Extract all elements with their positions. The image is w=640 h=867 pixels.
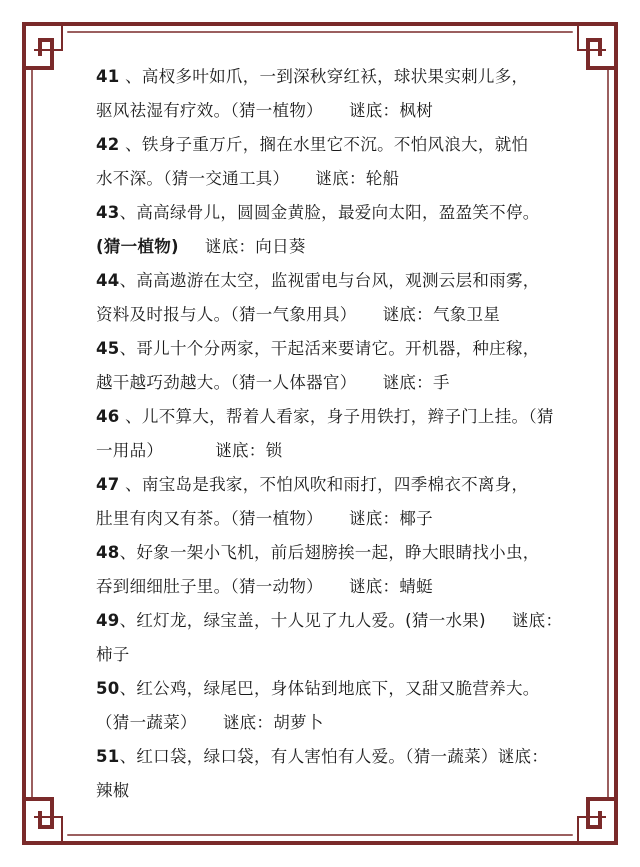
riddle-text: 驱风祛湿有疗效。（猜一植物）: [96, 101, 323, 120]
riddle-number: 46: [96, 407, 120, 426]
riddle-line: [96, 298, 548, 332]
riddle-text: 肚里有肉又有茶。（猜一植物）: [96, 509, 323, 528]
riddle-51: [96, 740, 548, 808]
riddle-text: 南宝岛是我家，不怕风吹和雨打，四季棉衣不离身，: [141, 475, 529, 494]
riddle-number: 45: [96, 339, 120, 358]
riddle-line: [96, 468, 548, 502]
riddle-line: [96, 400, 554, 434]
riddle-answer: 谜底：锁: [215, 441, 283, 460]
riddle-text: 高高绿骨儿，圆圆金黄脸，最爱向太阳，盈盈笑不停。: [136, 203, 540, 222]
riddle-answer: 谜底：轮船: [315, 169, 400, 188]
riddle-text: 红灯龙，绿宝盖，十人见了九人爱。(猜一水果): [136, 611, 486, 630]
riddle-sep: 、: [119, 67, 142, 86]
riddle-46: [96, 400, 554, 468]
riddle-answer: 谜底：向日葵: [204, 237, 306, 256]
riddle-answer: 谜底：: [511, 611, 563, 630]
riddle-line: [96, 502, 548, 536]
riddle-line: [96, 366, 548, 400]
riddle-line: [96, 774, 548, 808]
riddle-number: 49: [96, 611, 120, 630]
riddle-sep: 、: [119, 747, 137, 766]
riddle-50: [96, 672, 548, 740]
riddle-list: [96, 60, 563, 808]
riddle-number: 42: [96, 135, 120, 154]
riddle-answer: 谜底：椰子: [348, 509, 433, 528]
riddle-text: 红口袋，绿口袋，有人害怕有人爱。（猜一蔬菜）谜底：: [136, 747, 549, 766]
riddle-line: [96, 604, 563, 638]
riddle-text: 红公鸡，绿尾巴，身体钻到地底下，又甜又脆营养大。: [136, 679, 540, 698]
riddle-line: [96, 230, 548, 264]
riddle-line: [96, 332, 548, 366]
riddle-sep: 、: [119, 611, 137, 630]
riddle-sep: 、: [119, 203, 137, 222]
riddle-45: [96, 332, 548, 400]
riddle-number: 41: [96, 67, 120, 86]
riddle-line: [96, 264, 548, 298]
riddle-44: [96, 264, 548, 332]
riddle-answer: 谜底：气象卫星: [382, 305, 501, 324]
riddle-text: 铁身子重万斤，搁在水里它不沉。不怕风浪大，就怕: [141, 135, 529, 154]
riddle-text: 儿不算大，帮着人看家，身子用铁打，辫子门上挂。（猜: [141, 407, 554, 426]
riddle-sep: 、: [119, 339, 137, 358]
riddle-sep: 、: [119, 543, 137, 562]
riddle-line: [96, 536, 548, 570]
riddle-47: [96, 468, 548, 536]
riddle-text: 资料及时报与人。（猜一气象用具）: [96, 305, 357, 324]
riddle-42: [96, 128, 548, 196]
riddle-text: 水不深。（猜一交通工具）: [96, 169, 290, 188]
riddle-text: 高高遨游在太空，监视雷电与台风，观测云层和雨雾，: [136, 271, 540, 290]
riddle-text: 好象一架小飞机，前后翅膀挨一起，睁大眼睛找小虫，: [136, 543, 540, 562]
riddle-text: 吞到细细肚子里。（猜一动物）: [96, 577, 323, 596]
riddle-sep: 、: [119, 679, 137, 698]
riddle-43: [96, 196, 548, 264]
riddle-text: 哥儿十个分两家，干起活来要请它。开机器，种庄稼，: [136, 339, 540, 358]
riddle-49: [96, 604, 563, 672]
riddle-number: 44: [96, 271, 120, 290]
riddle-answer: 谜底：手: [382, 373, 450, 392]
riddle-text: 辣椒: [96, 781, 130, 800]
riddle-line: [96, 570, 548, 604]
riddle-sep: 、: [119, 407, 142, 426]
riddle-line: [96, 60, 548, 94]
riddle-line: [96, 94, 548, 128]
riddle-text: 越干越巧劲越大。（猜一人体器官）: [96, 373, 357, 392]
riddle-text: 柿子: [96, 645, 130, 664]
riddle-line: [96, 672, 548, 706]
riddle-41: [96, 60, 548, 128]
riddle-line: [96, 162, 548, 196]
riddle-answer: 谜底：胡萝卜: [222, 713, 324, 732]
riddle-number: 48: [96, 543, 120, 562]
riddle-number: 43: [96, 203, 120, 222]
riddle-number: 47: [96, 475, 120, 494]
riddle-sep: 、: [119, 475, 142, 494]
riddle-line: [96, 196, 548, 230]
riddle-answer: 谜底：蜻蜓: [348, 577, 433, 596]
riddle-number: 50: [96, 679, 120, 698]
riddle-line: [96, 740, 548, 774]
riddle-line: [96, 638, 548, 672]
riddle-line: [96, 706, 548, 740]
riddle-text: 一用品）: [96, 441, 164, 460]
riddle-line: [96, 128, 548, 162]
riddle-sep: 、: [119, 135, 142, 154]
riddle-line: [96, 434, 548, 468]
riddle-sep: 、: [119, 271, 137, 290]
riddle-text: （猜一蔬菜）: [96, 713, 197, 732]
riddle-number: 51: [96, 747, 120, 766]
riddle-48: [96, 536, 548, 604]
riddle-text: (猜一植物): [96, 237, 179, 256]
riddle-answer: 谜底：枫树: [348, 101, 433, 120]
riddle-text: 高杈多叶如爪，一到深秋穿红袄，球状果实刺儿多，: [141, 67, 529, 86]
